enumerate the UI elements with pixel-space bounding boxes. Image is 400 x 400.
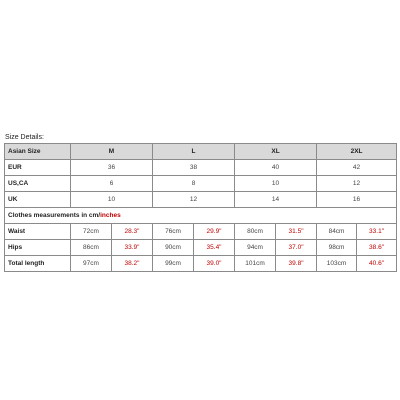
header-label: Asian Size bbox=[5, 144, 71, 160]
table-cell: 40 bbox=[235, 160, 317, 176]
cm-cell: 76cm bbox=[153, 224, 194, 240]
size-header: 2XL bbox=[317, 144, 397, 160]
table-cell: 12 bbox=[317, 176, 397, 192]
size-table bbox=[4, 143, 397, 272]
measurements-title-prefix: Clothes measurements in cm/ bbox=[8, 212, 101, 219]
inch-cell: 40.6" bbox=[357, 256, 397, 272]
inch-cell: 33.9" bbox=[112, 240, 153, 256]
row-label: Total length bbox=[5, 256, 71, 272]
table-cell: 38 bbox=[153, 160, 235, 176]
table-cell: 8 bbox=[153, 176, 235, 192]
cm-cell: 98cm bbox=[317, 240, 357, 256]
row-label: UK bbox=[5, 192, 71, 208]
cm-cell: 80cm bbox=[235, 224, 276, 240]
measurements-title-highlight: inches bbox=[100, 212, 121, 219]
cm-cell: 90cm bbox=[153, 240, 194, 256]
cm-cell: 86cm bbox=[71, 240, 112, 256]
table-cell: 12 bbox=[153, 192, 235, 208]
measurements-title bbox=[5, 208, 397, 224]
cm-cell: 84cm bbox=[317, 224, 357, 240]
row-label: EUR bbox=[5, 160, 71, 176]
inch-cell: 31.5" bbox=[276, 224, 317, 240]
table-cell: 6 bbox=[71, 176, 153, 192]
size-header: L bbox=[153, 144, 235, 160]
header-row bbox=[5, 144, 397, 160]
inch-cell: 38.6" bbox=[357, 240, 397, 256]
table-row bbox=[5, 256, 397, 272]
inch-cell: 39.8" bbox=[276, 256, 317, 272]
table-row bbox=[5, 224, 397, 240]
measurements-title-row bbox=[5, 208, 397, 224]
table-cell: 10 bbox=[235, 176, 317, 192]
cm-cell: 94cm bbox=[235, 240, 276, 256]
inch-cell: 38.2" bbox=[112, 256, 153, 272]
table-cell: 16 bbox=[317, 192, 397, 208]
inch-cell: 28.3" bbox=[112, 224, 153, 240]
table-row bbox=[5, 192, 397, 208]
row-label: US,CA bbox=[5, 176, 71, 192]
row-label: Hips bbox=[5, 240, 71, 256]
size-header: XL bbox=[235, 144, 317, 160]
cm-cell: 103cm bbox=[317, 256, 357, 272]
cm-cell: 97cm bbox=[71, 256, 112, 272]
inch-cell: 37.0" bbox=[276, 240, 317, 256]
inch-cell: 39.0" bbox=[194, 256, 235, 272]
inch-cell: 29.9" bbox=[194, 224, 235, 240]
inch-cell: 33.1" bbox=[357, 224, 397, 240]
table-cell: 10 bbox=[71, 192, 153, 208]
table-row bbox=[5, 160, 397, 176]
row-label: Waist bbox=[5, 224, 71, 240]
cm-cell: 101cm bbox=[235, 256, 276, 272]
table-cell: 42 bbox=[317, 160, 397, 176]
size-header: M bbox=[71, 144, 153, 160]
table-row bbox=[5, 240, 397, 256]
page-title: Size Details: bbox=[5, 134, 44, 141]
table-cell: 14 bbox=[235, 192, 317, 208]
table-row bbox=[5, 176, 397, 192]
inch-cell: 35.4" bbox=[194, 240, 235, 256]
cm-cell: 99cm bbox=[153, 256, 194, 272]
cm-cell: 72cm bbox=[71, 224, 112, 240]
table-cell: 36 bbox=[71, 160, 153, 176]
